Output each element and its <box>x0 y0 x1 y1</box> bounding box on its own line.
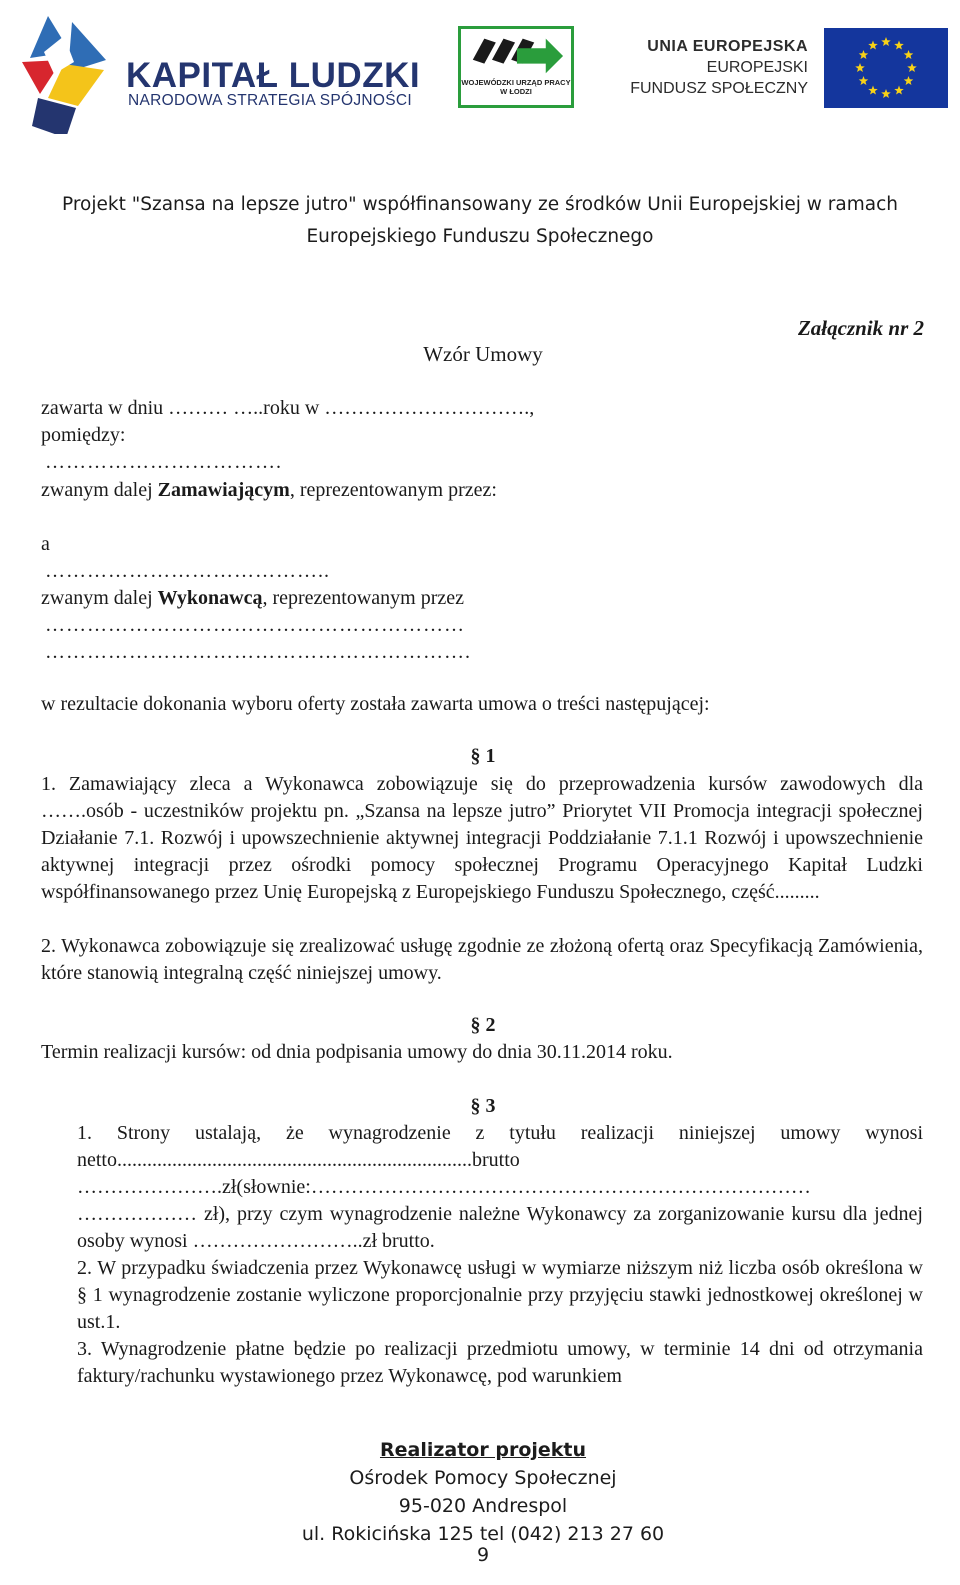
eu-fund-line1: UNIA EUROPEJSKA <box>647 38 808 55</box>
section-3-heading: § 3 <box>470 1095 496 1117</box>
eu-fund-line3: FUNDUSZ SPOŁECZNY <box>630 80 808 97</box>
eu-star-icon <box>859 50 869 59</box>
eu-star-icon <box>868 86 878 95</box>
kapital-ludzki-title: KAPITAŁ LUDZKI <box>126 56 421 95</box>
eu-star-icon <box>904 76 914 85</box>
client-term: Zamawiającym <box>157 479 290 501</box>
wup-lodz-label: WOJEWÓDZKI URZĄD PRACY W ŁODZI <box>461 78 571 96</box>
section-3-paragraph-2: 2. W przypadku świadczenia przez Wykonawcę usługi w wymiarze niższym niż liczba osób określona w § 1 wynagrodzenie zostanie wyliczone proporcjonalnie przy przyjęciu stawki jednostkowej określonej w ust.1. <box>77 1257 923 1333</box>
document-title: Wzór Umowy <box>423 342 543 366</box>
section-2-heading: § 2 <box>470 1014 496 1036</box>
wup-arrow-icon <box>463 31 569 79</box>
kapital-ludzki-star-icon <box>18 14 108 134</box>
client-name-blank: ……………………………. <box>45 451 282 473</box>
eu-star-icon <box>894 40 904 49</box>
eu-star-icon <box>855 63 865 72</box>
eu-fund-line2: EUROPEJSKI <box>706 59 808 76</box>
eu-star-icon <box>881 89 891 98</box>
footer <box>0 1436 960 1548</box>
eu-fund-text <box>630 36 808 99</box>
eu-star-icon <box>881 37 891 46</box>
eu-star-icon <box>904 50 914 59</box>
page-number: 9 <box>476 1544 490 1566</box>
section-1-paragraph-2: 2. Wykonawca zobowiązuje się zrealizować usługę zgodnie ze złożoną ofertą oraz Specyfikacją Zamówienia, które stanowią integralną część niniejszej umowy. <box>41 935 923 984</box>
project-title-line1: Projekt "Szansa na lepsze jutro" współfinansowany ze środków Unii Europejskiej w ramach <box>62 194 898 215</box>
section-1-heading: § 1 <box>470 745 496 767</box>
contractor-term: Wykonawcą <box>157 587 263 609</box>
kapital-ludzki-subtitle: NARODOWA STRATEGIA SPÓJNOŚCI <box>128 92 412 109</box>
eu-star-icon <box>907 63 917 72</box>
section-1-paragraph-1: 1. Zamawiający zleca a Wykonawca zobowiązuje się do przeprowadzenia kursów zawodowych dla …….osób - uczestników projektu pn. „Szansa na lepsze jutro” Priorytet VII Promocja integracji społecznej Działanie 7.1. Rozwój i upowszechnienie aktywnej integracji Poddziałanie 7.1.1 Rozwój i upowszechnienie aktywnej integracji przez ośrodki pomocy społecznej Programu Operacyjnego Kapitał Ludzki współfinansowanego przez Unię Europejską z Europejskiego Funduszu Społecznego, część......... <box>41 773 923 903</box>
between-label: pomiędzy: <box>41 424 126 446</box>
eu-fund-logo <box>630 28 948 108</box>
eu-star-icon <box>859 76 869 85</box>
contractor-prefix: zwanym dalej <box>41 587 158 609</box>
client-prefix: zwanym dalej <box>41 479 158 501</box>
contract-date-line: zawarta w dniu ……… …..roku w …………………………., <box>41 397 535 419</box>
client-suffix: , reprezentowanym przez: <box>289 479 497 501</box>
project-title-line2: Europejskiego Funduszu Społecznego <box>306 226 654 247</box>
agreement-intro: w rezultacie dokonania wyboru oferty została zawarta umowa o treści następującej: <box>41 693 710 715</box>
section-3-paragraph-3: 3. Wynagrodzenie płatne będzie po realizacji przedmiotu umowy, w terminie 14 dni od otrzymania faktury/rachunku wystawionego przez Wykonawcę, pod warunkiem <box>77 1338 923 1387</box>
representative-blank-2: ……………………………………………………. <box>45 641 471 663</box>
footer-address: ul. Rokicińska 125 tel (042) 213 27 60 <box>301 1523 665 1545</box>
representative-blank-1: …………………………………………………… <box>45 614 465 636</box>
eu-star-icon <box>868 40 878 49</box>
section-2-paragraph-1: Termin realizacji kursów: od dnia podpisania umowy do dnia 30.11.2014 roku. <box>41 1041 673 1063</box>
contractor-name-blank: ………………………………….. <box>45 560 330 582</box>
eu-star-icon <box>894 86 904 95</box>
annex-label: Załącznik nr 2 <box>797 316 924 340</box>
and-label: a <box>41 533 50 555</box>
footer-title: Realizator projektu <box>379 1439 587 1461</box>
contractor-line <box>41 585 464 612</box>
eu-flag-icon <box>824 28 948 108</box>
wup-lodz-logo <box>458 26 574 108</box>
contractor-suffix: , reprezentowanym przez <box>262 587 465 609</box>
client-line <box>41 477 497 504</box>
section-3-paragraph-1: 1. Strony ustalają, że wynagrodzenie z tytułu realizacji niniejszej umowy wynosi netto.......................................................................brutto ………………….zł(słownie:………………………………………………………………… ……………… zł), przy czym wynagrodzenie należne Wykonawcy za zorganizowanie kursu dla jednej osoby wynosi ……………………..zł brutto. <box>77 1122 923 1252</box>
kapital-ludzki-logo <box>8 6 428 138</box>
footer-org: Ośrodek Pomocy Społecznej <box>349 1467 617 1489</box>
footer-postal: 95-020 Andrespol <box>398 1495 568 1517</box>
